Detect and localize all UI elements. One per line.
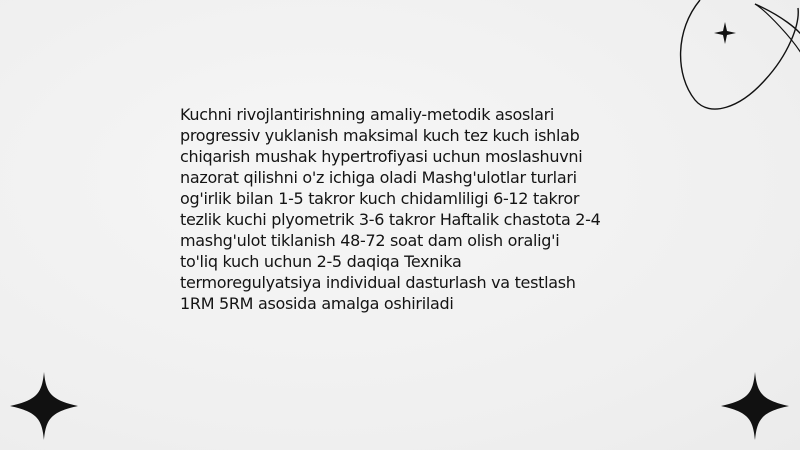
body-line: 1RM 5RM asosida amalga oshiriladi xyxy=(180,294,454,313)
body-line: to'liq kuch uchun 2-5 daqiqa Texnika xyxy=(180,252,462,271)
four-point-star-icon xyxy=(721,372,789,440)
body-text xyxy=(180,104,632,314)
orbit-sparkle-icon xyxy=(670,0,800,125)
body-line: tezlik kuchi plyometrik 3-6 takror Haftalik chastota 2-4 xyxy=(180,210,601,229)
body-line: termoregulyatsiya individual dasturlash va testlash xyxy=(180,273,576,292)
body-line: chiqarish mushak hypertrofiyasi uchun moslashuvni xyxy=(180,147,583,166)
body-line: mashg'ulot tiklanish 48-72 soat dam olish oralig'i xyxy=(180,231,560,250)
body-line: Kuchni rivojlantirishning amaliy-metodik asoslari xyxy=(180,105,555,124)
four-point-star-icon xyxy=(10,372,78,440)
body-line: progressiv yuklanish maksimal kuch tez kuch ishlab xyxy=(180,126,580,145)
body-line: nazorat qilishni o'z ichiga oladi Mashg'ulotlar turlari xyxy=(180,168,577,187)
body-line: og'irlik bilan 1-5 takror kuch chidamliligi 6-12 takror xyxy=(180,189,580,208)
